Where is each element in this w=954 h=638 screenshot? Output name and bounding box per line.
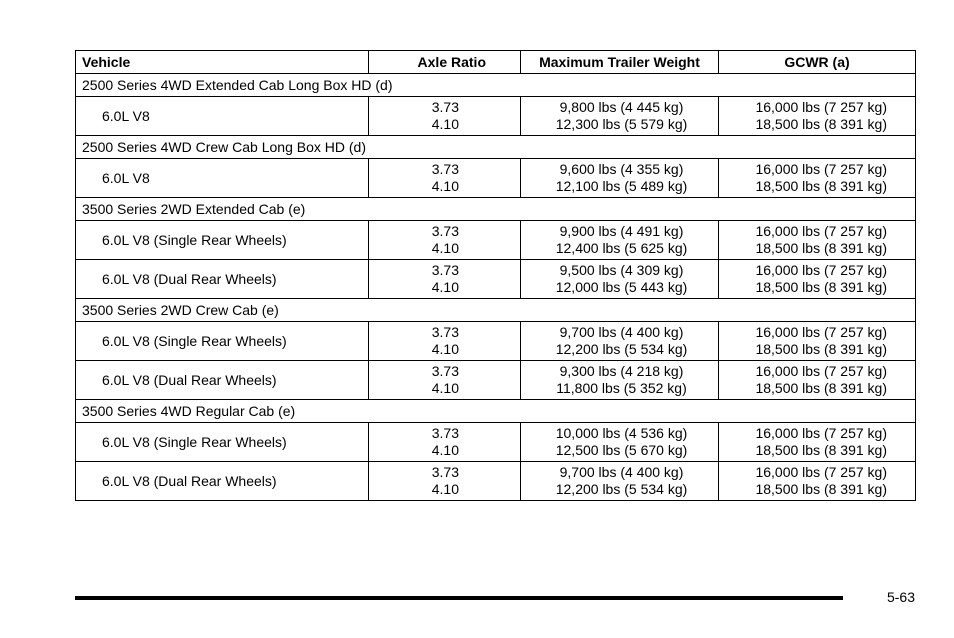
section-row	[76, 400, 916, 423]
trailer-weight-value: 12,500 lbs (5 670 kg)	[555, 442, 688, 458]
trailer-weight-value: 12,200 lbs (5 534 kg)	[555, 341, 688, 357]
axle-ratio-value: 4.10	[431, 178, 459, 194]
axle-ratio-value: 4.10	[431, 240, 459, 256]
gcwr-cell	[719, 462, 916, 501]
vehicle-cell: 6.0L V8 (Dual Rear Wheels)	[76, 462, 369, 501]
axle-ratio-value: 3.73	[431, 425, 459, 441]
vehicle-cell: 6.0L V8 (Dual Rear Wheels)	[76, 260, 369, 299]
trailer-weight-cell	[521, 159, 719, 198]
vehicle-cell: 6.0L V8	[76, 97, 369, 136]
gcwr-value: 16,000 lbs (7 257 kg)	[755, 161, 887, 177]
section-title: 2500 Series 4WD Crew Cab Long Box HD (d)	[76, 136, 916, 159]
axle-ratio-value: 4.10	[431, 442, 459, 458]
gcwr-cell	[719, 221, 916, 260]
page-number: 5-63	[886, 589, 915, 605]
gcwr-value: 18,500 lbs (8 391 kg)	[755, 380, 887, 396]
vehicle-cell: 6.0L V8 (Single Rear Wheels)	[76, 221, 369, 260]
gcwr-value: 18,500 lbs (8 391 kg)	[755, 442, 887, 458]
trailer-weight-value: 12,000 lbs (5 443 kg)	[555, 279, 688, 295]
trailer-weight-value: 11,800 lbs (5 352 kg)	[556, 380, 687, 396]
axle-ratio-cell	[369, 462, 521, 501]
axle-ratio-cell	[369, 423, 521, 462]
section-title: 3500 Series 4WD Regular Cab (e)	[76, 400, 916, 423]
trailer-weight-cell	[521, 361, 719, 400]
trailer-weight-cell	[521, 260, 719, 299]
table-row	[76, 97, 916, 136]
section-row	[76, 299, 916, 322]
gcwr-value: 16,000 lbs (7 257 kg)	[755, 464, 887, 480]
axle-ratio-value: 4.10	[431, 116, 459, 132]
trailer-weight-table	[75, 50, 916, 501]
vehicle-cell: 6.0L V8 (Single Rear Wheels)	[76, 423, 369, 462]
gcwr-value: 18,500 lbs (8 391 kg)	[755, 279, 887, 295]
axle-ratio-cell	[369, 260, 521, 299]
trailer-weight-value: 9,500 lbs (4 309 kg)	[559, 262, 684, 278]
axle-ratio-cell	[369, 322, 521, 361]
axle-ratio-value: 4.10	[431, 341, 459, 357]
gcwr-cell	[719, 159, 916, 198]
trailer-weight-value: 9,700 lbs (4 400 kg)	[559, 324, 684, 340]
section-row	[76, 198, 916, 221]
gcwr-value: 16,000 lbs (7 257 kg)	[755, 363, 887, 379]
gcwr-value: 16,000 lbs (7 257 kg)	[755, 425, 887, 441]
trailer-weight-value: 10,000 lbs (4 536 kg)	[555, 425, 688, 441]
trailer-weight-cell	[521, 423, 719, 462]
gcwr-value: 18,500 lbs (8 391 kg)	[755, 481, 887, 497]
axle-ratio-cell	[369, 97, 521, 136]
gcwr-value: 18,500 lbs (8 391 kg)	[755, 116, 887, 132]
vehicle-cell: 6.0L V8 (Dual Rear Wheels)	[76, 361, 369, 400]
table-row	[76, 221, 916, 260]
trailer-weight-value: 9,900 lbs (4 491 kg)	[559, 223, 684, 239]
trailer-weight-cell	[521, 322, 719, 361]
axle-ratio-value: 4.10	[431, 279, 459, 295]
gcwr-value: 16,000 lbs (7 257 kg)	[755, 262, 887, 278]
trailer-weight-value: 12,300 lbs (5 579 kg)	[555, 116, 688, 132]
axle-ratio-value: 4.10	[431, 380, 459, 396]
header-gcwr: GCWR (a)	[719, 51, 916, 74]
axle-ratio-cell	[369, 221, 521, 260]
trailer-weight-cell	[521, 97, 719, 136]
trailer-weight-value: 12,100 lbs (5 489 kg)	[555, 178, 688, 194]
header-vehicle: Vehicle	[76, 51, 369, 74]
gcwr-value: 16,000 lbs (7 257 kg)	[755, 223, 887, 239]
section-row	[76, 74, 916, 97]
gcwr-cell	[719, 322, 916, 361]
axle-ratio-value: 3.73	[431, 99, 459, 115]
trailer-weight-value: 9,700 lbs (4 400 kg)	[559, 464, 684, 480]
trailer-weight-value: 9,300 lbs (4 218 kg)	[559, 363, 684, 379]
gcwr-cell	[719, 361, 916, 400]
axle-ratio-cell	[369, 159, 521, 198]
trailer-weight-cell	[521, 221, 719, 260]
footer-rule	[75, 596, 843, 600]
table-body	[76, 74, 916, 501]
vehicle-cell: 6.0L V8	[76, 159, 369, 198]
trailer-weight-value: 9,600 lbs (4 355 kg)	[559, 161, 684, 177]
gcwr-value: 18,500 lbs (8 391 kg)	[755, 240, 887, 256]
table-header-row	[76, 51, 916, 74]
axle-ratio-value: 3.73	[431, 223, 459, 239]
header-axle-ratio: Axle Ratio	[369, 51, 521, 74]
vehicle-cell: 6.0L V8 (Single Rear Wheels)	[76, 322, 369, 361]
axle-ratio-value: 3.73	[431, 324, 459, 340]
section-title: 2500 Series 4WD Extended Cab Long Box HD (d)	[76, 74, 916, 97]
table-row	[76, 361, 916, 400]
gcwr-value: 16,000 lbs (7 257 kg)	[755, 99, 887, 115]
trailer-weight-value: 12,200 lbs (5 534 kg)	[555, 481, 688, 497]
axle-ratio-value: 3.73	[431, 161, 459, 177]
axle-ratio-value: 4.10	[431, 481, 459, 497]
table-row	[76, 322, 916, 361]
axle-ratio-cell	[369, 361, 521, 400]
header-max-trailer-weight: Maximum Trailer Weight	[521, 51, 719, 74]
gcwr-value: 18,500 lbs (8 391 kg)	[755, 178, 887, 194]
table-row	[76, 462, 916, 501]
axle-ratio-value: 3.73	[431, 262, 459, 278]
axle-ratio-value: 3.73	[431, 464, 459, 480]
axle-ratio-value: 3.73	[431, 363, 459, 379]
section-title: 3500 Series 2WD Extended Cab (e)	[76, 198, 916, 221]
trailer-weight-cell	[521, 462, 719, 501]
trailer-weight-value: 12,400 lbs (5 625 kg)	[555, 240, 688, 256]
table-row	[76, 423, 916, 462]
gcwr-value: 18,500 lbs (8 391 kg)	[755, 341, 887, 357]
section-row	[76, 136, 916, 159]
gcwr-value: 16,000 lbs (7 257 kg)	[755, 324, 887, 340]
gcwr-cell	[719, 423, 916, 462]
gcwr-cell	[719, 260, 916, 299]
table-row	[76, 159, 916, 198]
table-row	[76, 260, 916, 299]
section-title: 3500 Series 2WD Crew Cab (e)	[76, 299, 916, 322]
trailer-weight-value: 9,800 lbs (4 445 kg)	[559, 99, 684, 115]
gcwr-cell	[719, 97, 916, 136]
